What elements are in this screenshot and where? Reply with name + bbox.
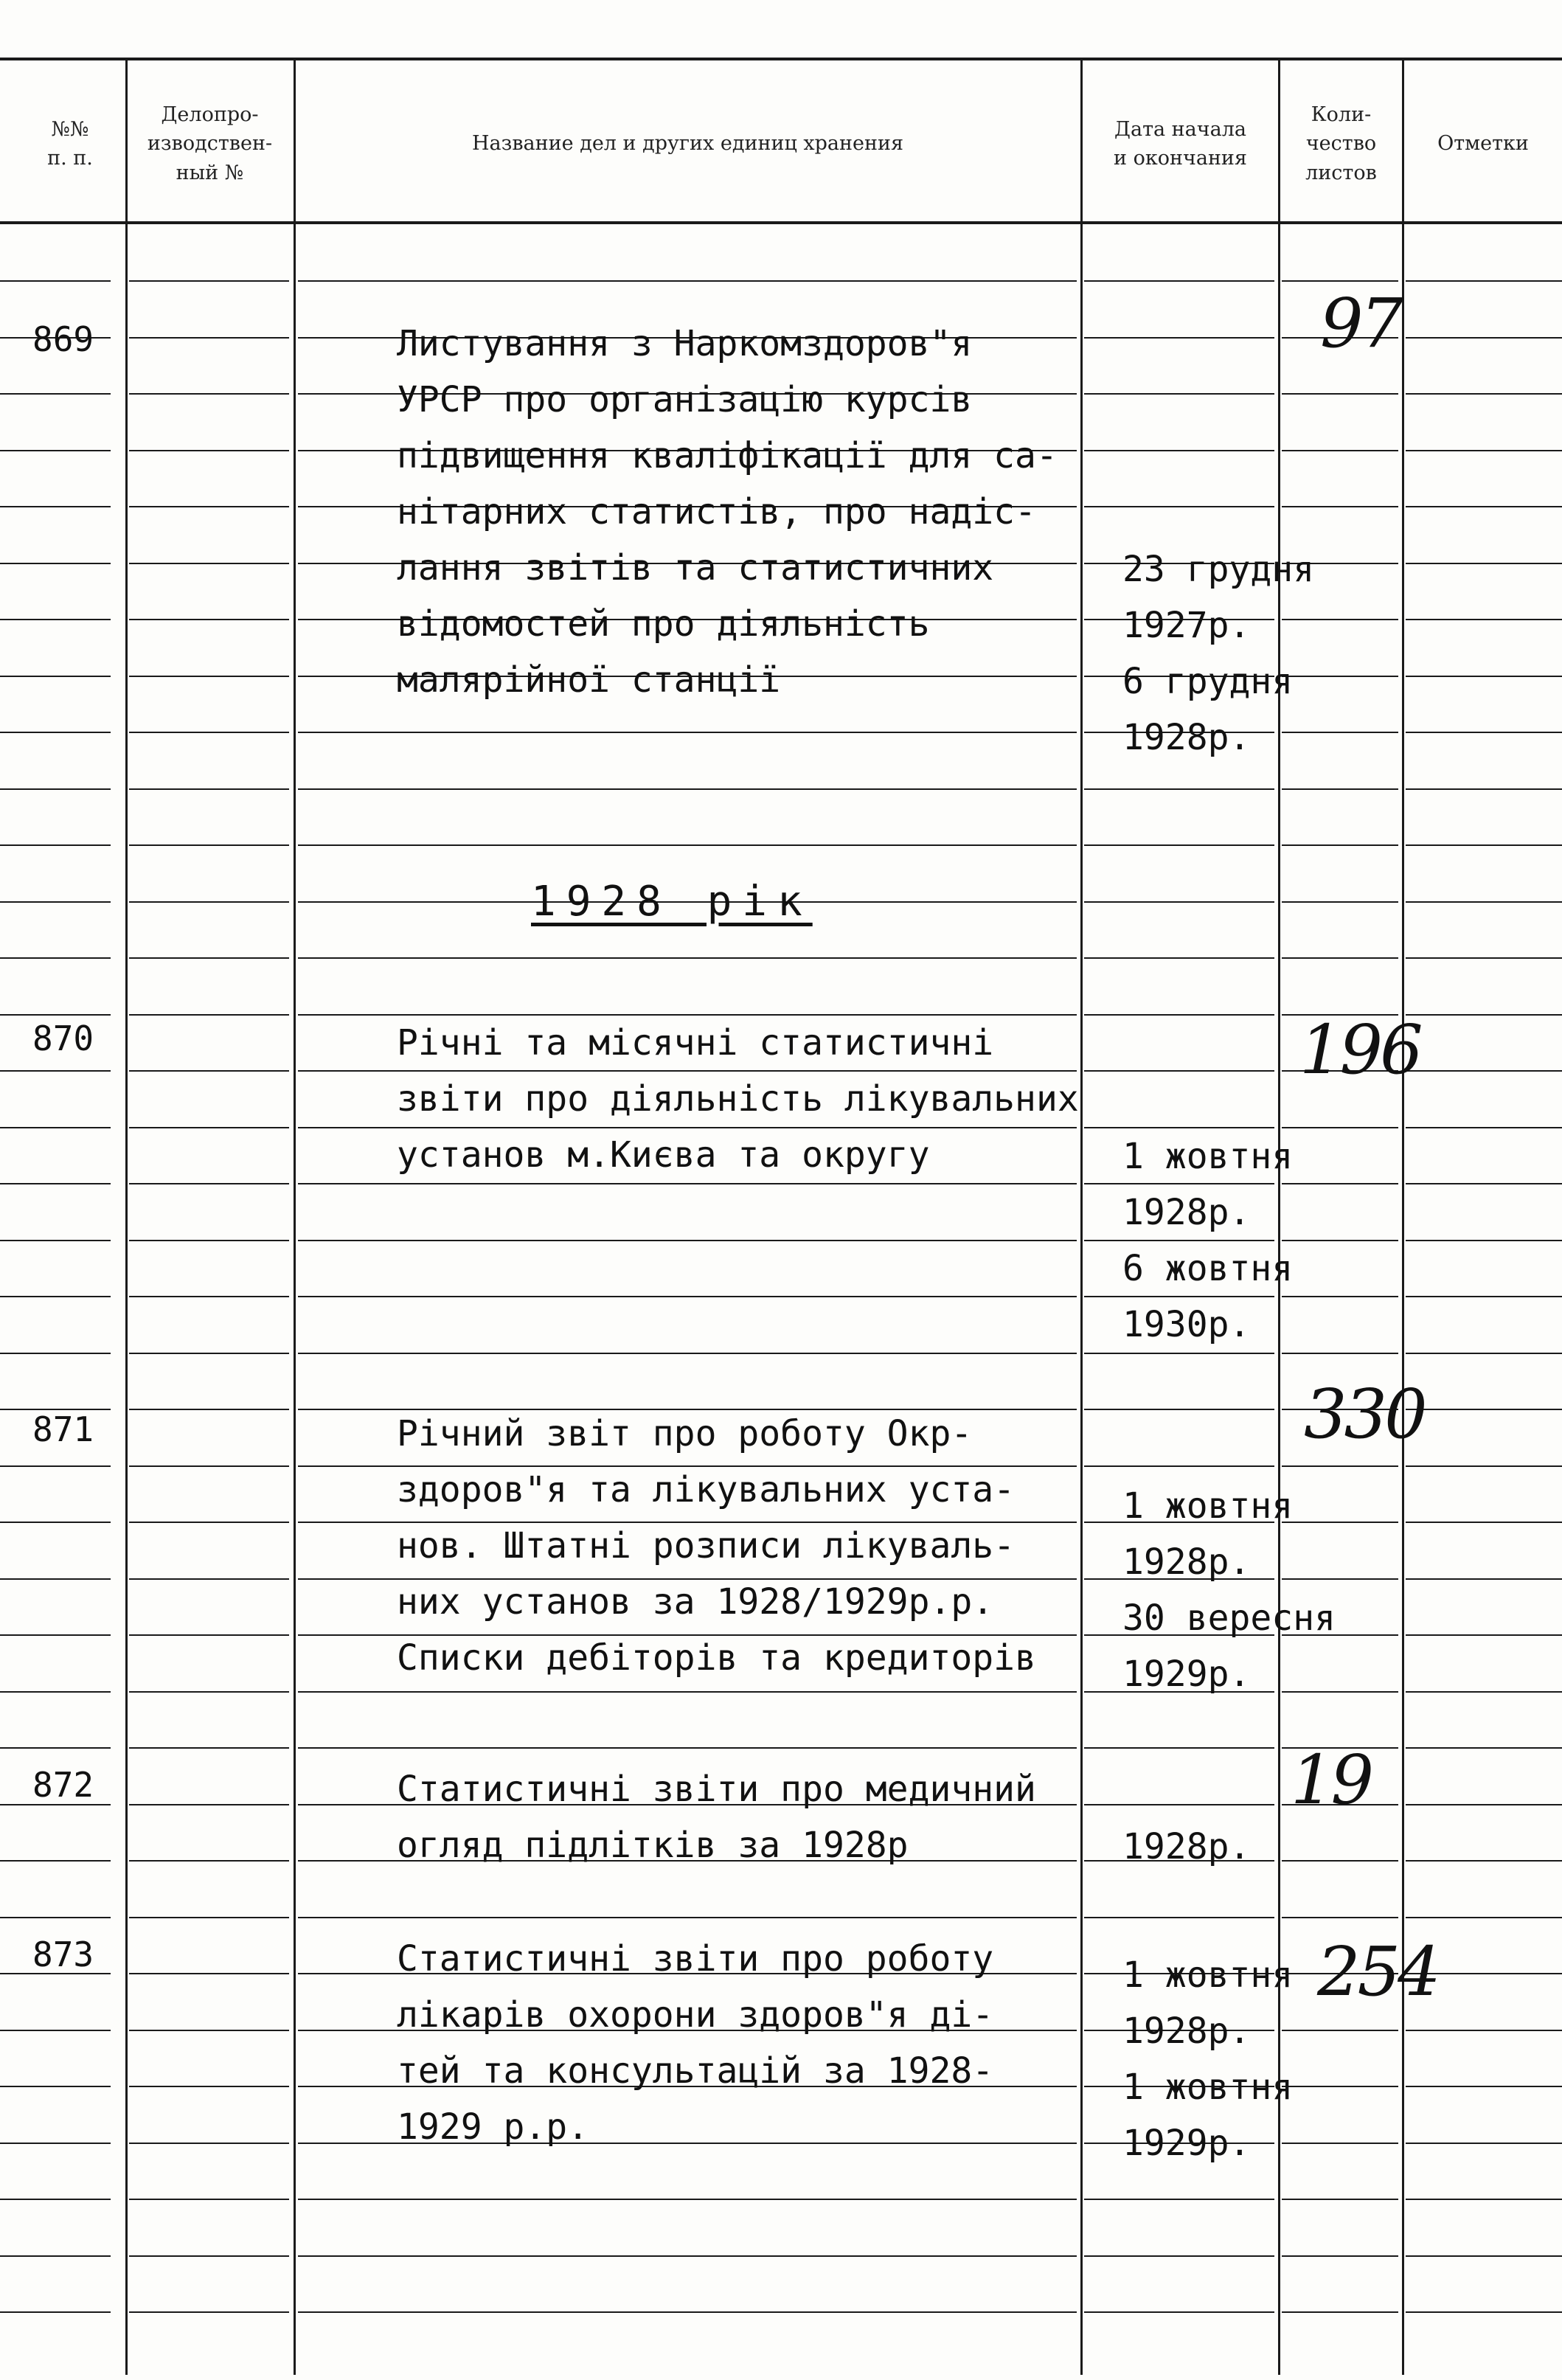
- row-rule: [1084, 844, 1274, 846]
- row-rule: [129, 1014, 289, 1016]
- row-rule: [1282, 506, 1398, 507]
- row-rule: [129, 619, 289, 620]
- record-date-line: 6 грудня: [1122, 661, 1294, 702]
- row-rule: [1084, 1804, 1274, 1805]
- row-rule: [1406, 1691, 1562, 1693]
- record-date-line: 1 жовтня: [1122, 1485, 1294, 1527]
- row-rule: [1406, 2199, 1562, 2200]
- row-rule: [0, 2086, 111, 2087]
- row-rule: [1406, 563, 1562, 564]
- row-rule: [1406, 506, 1562, 507]
- row-rule: [1406, 1353, 1562, 1354]
- row-rule: [1084, 957, 1274, 959]
- row-rule: [0, 1522, 111, 1523]
- record-title-line: лікарів охорони здоров"я ді-: [397, 1994, 994, 2036]
- row-rule: [129, 280, 289, 282]
- record-title-line: здоров"я та лікувальних уста-: [397, 1469, 1016, 1510]
- row-rule: [1084, 1917, 1274, 1918]
- row-rule: [1406, 337, 1562, 339]
- record-date-line: 1928р.: [1122, 1192, 1251, 1233]
- row-rule: [129, 1973, 289, 1974]
- row-rule: [298, 2199, 1077, 2200]
- row-rule: [1282, 2030, 1398, 2031]
- record-date-line: 1928р.: [1122, 2010, 1251, 2052]
- row-rule: [0, 1353, 111, 1354]
- row-rule: [1406, 280, 1562, 282]
- row-rule: [1084, 2311, 1274, 2313]
- row-rule: [1282, 1578, 1398, 1580]
- row-rule: [298, 2311, 1077, 2313]
- record-title-line: огляд підлітків за 1928р: [397, 1825, 909, 1866]
- record-title-line: підвищення кваліфікації для са-: [397, 435, 1058, 476]
- row-rule: [129, 2030, 289, 2031]
- row-rule: [1282, 2143, 1398, 2144]
- row-rule: [298, 1747, 1077, 1749]
- header-col-notes: Отметки: [1437, 132, 1529, 156]
- record-number: 872: [32, 1765, 94, 1805]
- row-rule: [0, 1183, 111, 1184]
- record-title-line: УРСР про організацію курсів: [397, 379, 973, 420]
- row-rule: [1406, 1522, 1562, 1523]
- row-rule: [1282, 1296, 1398, 1297]
- row-rule: [0, 1917, 111, 1918]
- row-rule: [1406, 1465, 1562, 1467]
- row-rule: [1406, 1070, 1562, 1072]
- record-date-line: 1928р.: [1122, 1541, 1251, 1583]
- row-rule: [1406, 1578, 1562, 1580]
- record-sheet-count: 196: [1299, 1010, 1420, 1089]
- row-rule: [129, 1409, 289, 1410]
- row-rule: [129, 1353, 289, 1354]
- row-rule: [1084, 1465, 1274, 1467]
- row-rule: [0, 901, 111, 903]
- row-rule: [0, 676, 111, 677]
- row-rule: [0, 2143, 111, 2144]
- row-rule: [0, 1860, 111, 1862]
- row-rule: [1406, 2086, 1562, 2087]
- row-rule: [1282, 1917, 1398, 1918]
- row-rule: [298, 844, 1077, 846]
- record-date-line: 30 вересня: [1122, 1597, 1336, 1639]
- column-rule: [1278, 59, 1280, 2375]
- row-rule: [1282, 2199, 1398, 2200]
- row-rule: [129, 1240, 289, 1241]
- row-rule: [298, 732, 1077, 733]
- row-rule: [129, 2255, 289, 2257]
- row-rule: [129, 563, 289, 564]
- row-rule: [129, 844, 289, 846]
- row-rule: [1406, 1917, 1562, 1918]
- record-title-line: Списки дебіторів та кредиторів: [397, 1637, 1036, 1679]
- record-title-line: Статистичні звіти про медичний: [397, 1769, 1036, 1810]
- row-rule: [298, 1183, 1077, 1184]
- record-sheet-count: 97: [1320, 284, 1401, 363]
- row-rule: [1406, 676, 1562, 677]
- row-rule: [0, 1296, 111, 1297]
- record-date-line: 23 грудня: [1122, 549, 1315, 590]
- header-col-title: Название дел и других единиц хранения: [471, 132, 904, 156]
- record-number: 871: [32, 1409, 94, 1449]
- row-rule: [1282, 1183, 1398, 1184]
- row-rule: [129, 732, 289, 733]
- row-rule: [1084, 1353, 1274, 1354]
- row-rule: [129, 1522, 289, 1523]
- record-title-line: Річні та місячні статистичні: [397, 1022, 994, 1064]
- row-rule: [1282, 676, 1398, 677]
- row-rule: [1282, 2311, 1398, 2313]
- row-rule: [1282, 2255, 1398, 2257]
- record-title-line: нов. Штатні розписи лікуваль-: [397, 1525, 1016, 1567]
- record-date-line: 1929р.: [1122, 1654, 1251, 1695]
- row-rule: [1406, 2030, 1562, 2031]
- record-date-line: 1 жовтня: [1122, 2067, 1294, 2108]
- row-rule: [0, 619, 111, 620]
- row-rule: [1282, 957, 1398, 959]
- column-rule: [125, 59, 128, 2375]
- row-rule: [0, 732, 111, 733]
- row-rule: [129, 2199, 289, 2200]
- record-sheet-count: 330: [1304, 1375, 1425, 1454]
- row-rule: [129, 2143, 289, 2144]
- row-rule: [129, 450, 289, 451]
- row-rule: [1282, 1465, 1398, 1467]
- row-rule: [1406, 1183, 1562, 1184]
- row-rule: [1084, 2199, 1274, 2200]
- row-rule: [1406, 1296, 1562, 1297]
- row-rule: [1282, 901, 1398, 903]
- row-rule: [129, 393, 289, 395]
- record-title-line: Статистичні звіти про роботу: [397, 1938, 994, 1980]
- row-rule: [0, 2311, 111, 2313]
- row-rule: [129, 1465, 289, 1467]
- row-rule: [0, 1634, 111, 1636]
- row-rule: [298, 1353, 1077, 1354]
- record-title-line: нітарних статистів, про надіс-: [397, 491, 1036, 532]
- record-sheet-count: 254: [1317, 1932, 1438, 2011]
- row-rule: [129, 506, 289, 507]
- row-rule: [129, 1917, 289, 1918]
- row-rule: [0, 280, 111, 282]
- row-rule: [298, 1691, 1077, 1693]
- row-rule: [129, 1634, 289, 1636]
- row-rule: [1406, 393, 1562, 395]
- record-date-line: 1929р.: [1122, 2123, 1251, 2164]
- row-rule: [129, 957, 289, 959]
- row-rule: [129, 1183, 289, 1184]
- row-rule: [1282, 619, 1398, 620]
- record-date-line: 1 жовтня: [1122, 1136, 1294, 1177]
- row-rule: [1282, 1240, 1398, 1241]
- row-rule: [0, 563, 111, 564]
- row-rule: [1084, 788, 1274, 790]
- row-rule: [1282, 393, 1398, 395]
- row-rule: [1406, 2311, 1562, 2313]
- row-rule: [1084, 1070, 1274, 1072]
- record-date-line: 6 жовтня: [1122, 1248, 1294, 1289]
- row-rule: [129, 1691, 289, 1693]
- row-rule: [1406, 2255, 1562, 2257]
- row-rule: [129, 1296, 289, 1297]
- row-rule: [129, 337, 289, 339]
- row-rule: [0, 1691, 111, 1693]
- row-rule: [1406, 844, 1562, 846]
- row-rule: [129, 1070, 289, 1072]
- record-title-line: тей та консультацій за 1928-: [397, 2050, 994, 2092]
- record-title-line: лання звітів та статистичних: [397, 547, 994, 589]
- row-rule: [129, 1127, 289, 1128]
- year-heading: 1928 рік: [531, 878, 813, 926]
- column-rule: [294, 59, 296, 2375]
- row-rule: [1406, 1860, 1562, 1862]
- record-date-line: 1927р.: [1122, 605, 1251, 646]
- row-rule: [1406, 1240, 1562, 1241]
- row-rule: [1084, 1409, 1274, 1410]
- row-rule: [1406, 788, 1562, 790]
- row-rule: [1406, 901, 1562, 903]
- row-rule: [298, 1296, 1077, 1297]
- row-rule: [1282, 732, 1398, 733]
- row-rule: [1406, 619, 1562, 620]
- row-rule: [298, 1917, 1077, 1918]
- row-rule: [0, 844, 111, 846]
- row-rule: [0, 957, 111, 959]
- row-rule: [1406, 1014, 1562, 1016]
- row-rule: [1084, 450, 1274, 451]
- row-rule: [1406, 1634, 1562, 1636]
- row-rule: [0, 2030, 111, 2031]
- row-rule: [1084, 1014, 1274, 1016]
- record-number: 869: [32, 319, 94, 359]
- row-rule: [1084, 280, 1274, 282]
- row-rule: [0, 2199, 111, 2200]
- row-rule: [1084, 337, 1274, 339]
- header-col-office-number: Делопро- изводствен- ный №: [147, 103, 273, 184]
- row-rule: [1282, 1522, 1398, 1523]
- row-rule: [1084, 2255, 1274, 2257]
- row-rule: [1406, 1747, 1562, 1749]
- row-rule: [1406, 2143, 1562, 2144]
- row-rule: [298, 957, 1077, 959]
- row-rule: [129, 2311, 289, 2313]
- record-title-line: малярійної станції: [397, 659, 781, 701]
- row-rule: [1406, 732, 1562, 733]
- row-rule: [1282, 1691, 1398, 1693]
- row-rule: [129, 676, 289, 677]
- record-title-line: відомостей про діяльність: [397, 603, 930, 645]
- header-col-sheets: Коли- чество листов: [1305, 103, 1377, 184]
- record-title-line: них установ за 1928/1929р.р.: [397, 1581, 994, 1623]
- row-rule: [129, 901, 289, 903]
- row-rule: [1282, 280, 1398, 282]
- row-rule: [1406, 1409, 1562, 1410]
- record-title-line: 1929 р.р.: [397, 2106, 589, 2148]
- row-rule: [129, 1804, 289, 1805]
- row-rule: [1406, 450, 1562, 451]
- row-rule: [0, 1747, 111, 1749]
- row-rule: [1084, 901, 1274, 903]
- row-rule: [0, 1127, 111, 1128]
- row-rule: [1282, 1353, 1398, 1354]
- record-title-line: Річний звіт про роботу Окр-: [397, 1413, 973, 1454]
- record-date-line: 1928р.: [1122, 717, 1251, 758]
- top-rule: [0, 58, 1562, 60]
- row-rule: [0, 1240, 111, 1241]
- row-rule: [298, 788, 1077, 790]
- row-rule: [0, 450, 111, 451]
- record-number: 870: [32, 1019, 94, 1058]
- row-rule: [1282, 2086, 1398, 2087]
- row-rule: [0, 788, 111, 790]
- row-rule: [1282, 1127, 1398, 1128]
- column-rule: [1402, 59, 1404, 2375]
- row-rule: [129, 1860, 289, 1862]
- row-rule: [0, 1070, 111, 1072]
- row-rule: [298, 1240, 1077, 1241]
- record-date-line: 1 жовтня: [1122, 1954, 1294, 1996]
- row-rule: [0, 1465, 111, 1467]
- column-rule: [1080, 59, 1083, 2375]
- row-rule: [1084, 506, 1274, 507]
- row-rule: [1282, 1860, 1398, 1862]
- row-rule: [0, 393, 111, 395]
- row-rule: [1406, 1804, 1562, 1805]
- row-rule: [129, 1578, 289, 1580]
- row-rule: [1282, 844, 1398, 846]
- header-col-dates: Дата начала и окончания: [1114, 117, 1247, 170]
- row-rule: [129, 1747, 289, 1749]
- record-title-line: установ м.Києва та округу: [397, 1134, 930, 1176]
- record-number: 873: [32, 1935, 94, 1974]
- row-rule: [0, 506, 111, 507]
- row-rule: [129, 2086, 289, 2087]
- record-title-line: Листування з Наркомздоров"я: [397, 323, 973, 364]
- row-rule: [1282, 788, 1398, 790]
- row-rule: [298, 280, 1077, 282]
- row-rule: [1084, 393, 1274, 395]
- row-rule: [0, 2255, 111, 2257]
- row-rule: [0, 1578, 111, 1580]
- header-bottom-rule: [0, 221, 1562, 224]
- record-date-line: 1930р.: [1122, 1304, 1251, 1345]
- header-col-number: №№ п. п.: [47, 117, 93, 170]
- row-rule: [1406, 957, 1562, 959]
- row-rule: [1084, 1747, 1274, 1749]
- record-sheet-count: 19: [1291, 1741, 1372, 1819]
- row-rule: [129, 788, 289, 790]
- record-title-line: звіти про діяльність лікувальних: [397, 1078, 1079, 1120]
- row-rule: [1282, 450, 1398, 451]
- row-rule: [298, 2255, 1077, 2257]
- row-rule: [1406, 1127, 1562, 1128]
- record-date-line: 1928р.: [1122, 1826, 1251, 1867]
